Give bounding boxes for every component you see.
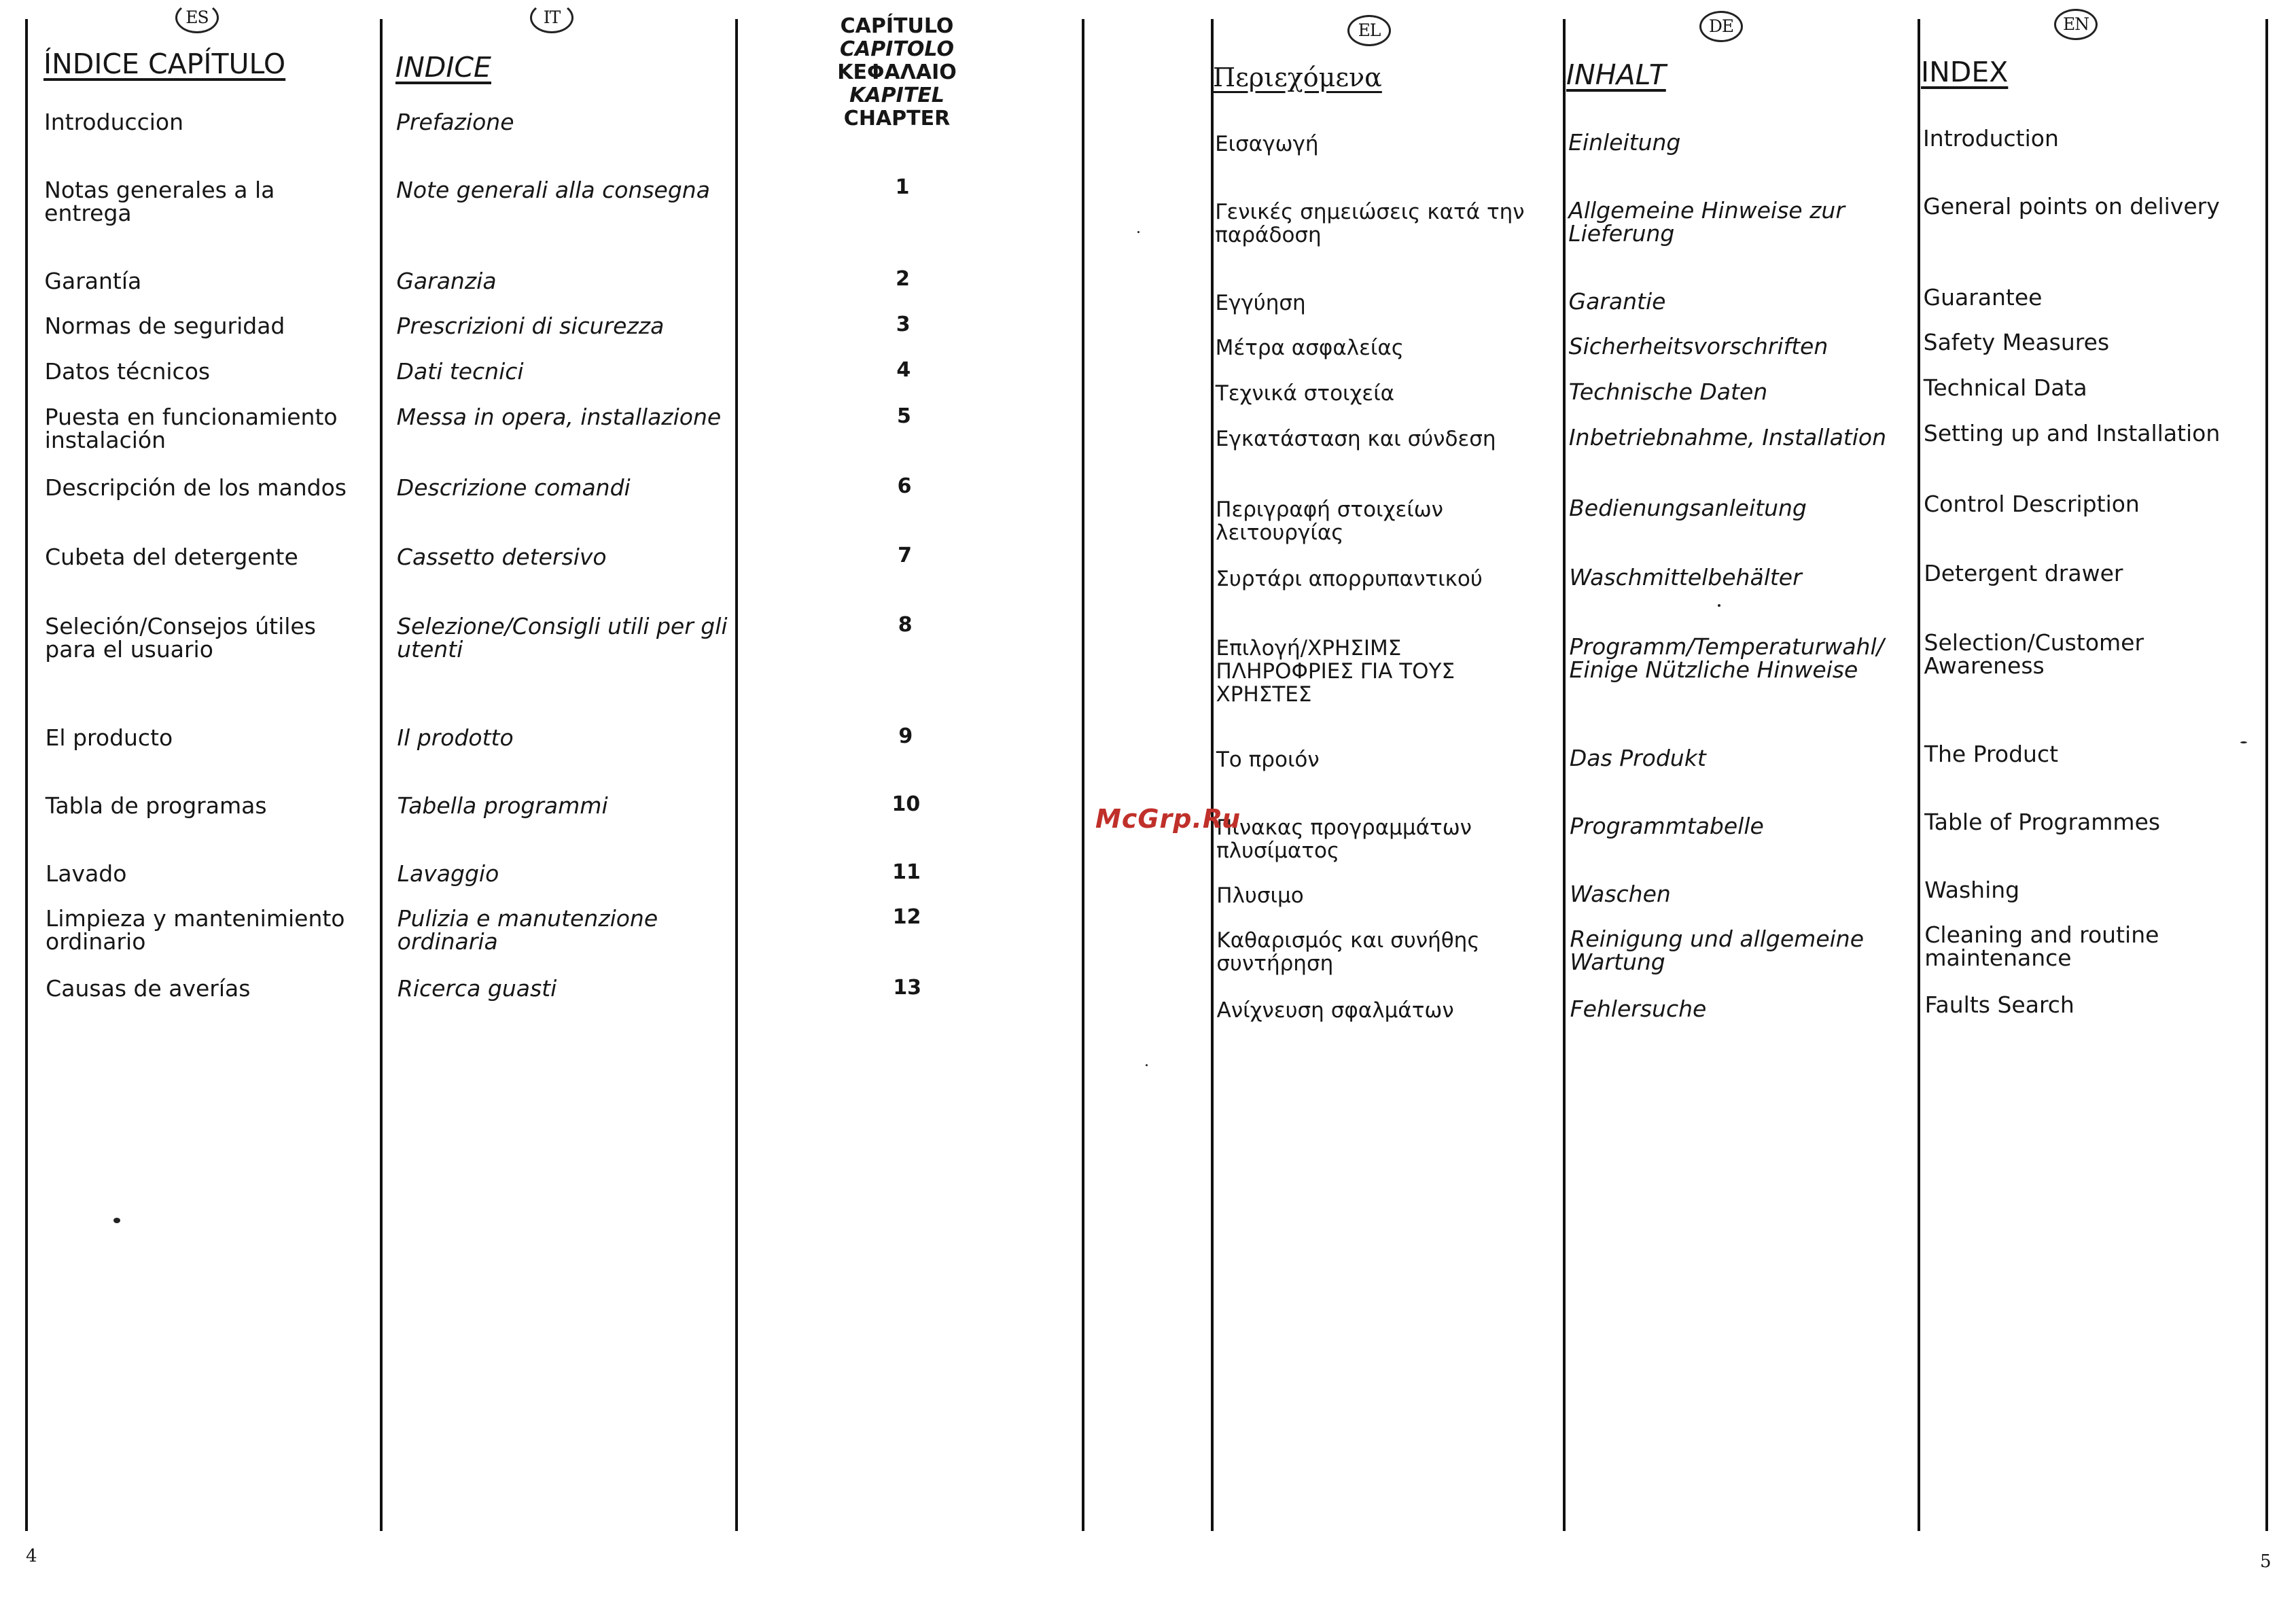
toc-entry-it: Note generali alla consegna [396,177,710,203]
toc-entry-en: Selection/Customer [1924,629,2144,656]
toc-entry-de: Einige Nützliche Hinweise [1569,656,1858,683]
language-badge-en: EN [2054,9,2098,40]
toc-entry-en: Cleaning and routine [1924,921,2159,948]
chapter-header-el: ΚΕΦΑΛΑΙΟ [837,60,957,84]
toc-entry-el: Επιλογή/ΧΡΗΣΙΜΣ [1216,636,1402,661]
toc-entry-it: Dati tecnici [396,358,524,385]
scan-speck [1137,231,1140,233]
chapter-number: 11 [892,860,921,884]
toc-entry-it: Lavaggio [397,860,499,887]
toc-entry-de: Fehlersuche [1570,996,1707,1022]
scan-speck [113,1218,120,1223]
column-heading-en: INDEX [1921,56,2009,88]
column-divider [1563,19,1566,1531]
toc-entry-en: Setting up and Installation [1923,420,2221,446]
toc-entry-it: Prefazione [396,109,514,135]
toc-entry-de: Waschmittelbehälter [1569,564,1802,591]
toc-entry-el: Γενικές σημειώσεις κατά την [1215,200,1525,224]
toc-entry-es: Garantía [44,268,142,294]
toc-entry-en: Technical Data [1923,374,2087,401]
toc-entry-de: Bedienungsanleitung [1569,495,1807,521]
toc-entry-en: The Product [1924,741,2059,767]
toc-entry-it: Ricerca guasti [397,975,557,1002]
column-divider [1211,19,1214,1531]
toc-entry-en: Faults Search [1924,991,2074,1018]
toc-entry-de: Garantie [1568,288,1666,315]
toc-entry-el: Περιγραφή στοιχείων [1216,497,1443,522]
toc-entry-it: Il prodotto [397,724,514,751]
toc-entry-es: Tabla de programas [45,792,267,819]
toc-entry-it: ordinaria [397,928,498,955]
chapter-header-it: CAPITOLO [840,37,954,61]
toc-entry-en: Awareness [1924,652,2045,679]
scan-speck [2240,741,2247,743]
toc-entry-it: Descrizione comandi [396,474,631,501]
toc-entry-es: Notas generales a la [44,177,275,203]
language-badge-es: ES [175,2,219,33]
toc-entry-el: Το προιόν [1216,748,1320,772]
toc-entry-el: Τεχνικά στοιχεία [1215,381,1395,406]
toc-entry-el: Ανίχνευση σφαλμάτων [1216,998,1454,1023]
chapter-header-es: CAPÍTULO [840,14,954,38]
page-number-left: 4 [26,1546,37,1566]
toc-entry-es: Lavado [45,860,127,887]
toc-entry-en: Washing [1924,877,2020,903]
column-divider [1918,19,1920,1531]
toc-entry-it: Garanzia [396,268,497,294]
chapter-number: 7 [898,544,913,567]
toc-entry-el: λειτουργίας [1216,521,1344,545]
toc-entry-el: Μέτρα ασφαλείας [1215,336,1404,360]
toc-entry-en: Control Description [1924,491,2140,517]
toc-entry-el: Εγγύηση [1215,291,1306,315]
toc-entry-de: Einleitung [1568,129,1681,156]
toc-entry-en: Safety Measures [1923,329,2110,355]
toc-entry-en: maintenance [1924,945,2072,971]
column-heading-es: ÍNDICE CAPÍTULO [43,48,286,80]
toc-entry-el: πλυσίματος [1216,839,1340,863]
toc-entry-el: ΧΡΗΣΤΕΣ [1216,682,1312,707]
chapter-number: 12 [892,905,921,929]
toc-entry-de: Programm/Temperaturwahl/ [1569,633,1884,660]
chapter-header-en: CHAPTER [843,107,951,130]
toc-entry-de: Programmtabelle [1570,813,1764,839]
column-heading-el: Περιεχόμενα [1213,63,1382,92]
column-divider [2265,19,2268,1531]
toc-entry-es: El producto [45,724,173,751]
toc-entry-de: Allgemeine Hinweise zur [1568,197,1845,224]
column-heading-de: INHALT [1566,58,1666,91]
toc-entry-el: συντήρηση [1216,951,1334,976]
toc-entry-de: Wartung [1570,949,1665,975]
page-number-right: 5 [2260,1551,2272,1572]
column-divider [1082,19,1084,1531]
scan-speck [1718,604,1720,607]
toc-entry-de: Das Produkt [1569,745,1706,771]
toc-entry-it: Pulizia e manutenzione [397,905,658,932]
toc-entry-el: Εγκατάσταση και σύνδεση [1215,427,1496,451]
toc-entry-en: Table of Programmes [1924,809,2161,835]
toc-entry-en: Guarantee [1923,284,2043,311]
column-divider [380,19,383,1531]
toc-entry-es: para el usuario [45,636,213,663]
language-badge-de: DE [1699,11,1743,42]
chapter-number: 4 [896,358,911,382]
language-badge-it: IT [530,2,573,33]
toc-entry-it: Messa in opera, installazione [396,404,722,430]
toc-entry-el: Συρτάρι απορρυπαντικού [1216,567,1483,591]
toc-entry-en: Detergent drawer [1924,560,2123,586]
toc-entry-es: Causas de averías [46,975,251,1002]
toc-entry-es: Seleción/Consejos útiles [45,613,316,639]
toc-entry-de: Technische Daten [1568,379,1768,405]
chapter-column-header [795,15,999,130]
toc-entry-en: Introduction [1923,125,2059,152]
toc-entry-es: Descripción de los mandos [44,474,347,501]
toc-entry-de: Sicherheitsvorschriften [1568,333,1829,359]
toc-entry-es: Normas de seguridad [44,313,285,339]
toc-entry-es: entrega [44,200,132,226]
toc-entry-es: Introduccion [44,109,184,135]
scan-speck [1146,1064,1148,1066]
column-heading-it: INDICE [395,51,491,84]
chapter-number: 5 [896,404,911,428]
toc-entry-el: ΠΛΗΡΟΦΡΙΕΣ ΓΙΑ ΤΟΥΣ [1216,659,1455,684]
chapter-number: 1 [895,175,910,199]
toc-entry-it: utenti [397,636,463,663]
chapter-number: 8 [898,613,913,637]
toc-entry-de: Waschen [1570,881,1671,907]
toc-entry-es: ordinario [46,928,146,955]
toc-entry-el: Πίνακας προγραμμάτων [1216,815,1472,840]
toc-entry-de: Inbetriebnahme, Installation [1568,424,1886,451]
toc-entry-it: Prescrizioni di sicurezza [396,313,665,339]
toc-entry-it: Cassetto detersivo [396,544,607,570]
watermark: McGrp.Ru [1095,804,1241,834]
chapter-header-de: KAPITEL [849,84,944,107]
chapter-number: 13 [893,976,922,1000]
chapter-number: 10 [891,792,921,816]
toc-entry-es: Datos técnicos [44,358,211,385]
toc-entry-de: Reinigung und allgemeine [1570,926,1865,952]
toc-entry-el: Πλυσιμο [1216,883,1304,908]
chapter-number: 2 [896,267,911,291]
toc-entry-it: Tabella programmi [397,792,608,819]
chapter-number: 6 [897,474,912,498]
toc-entry-es: instalación [44,427,166,453]
toc-entry-el: παράδοση [1215,223,1322,247]
toc-entry-es: Puesta en funcionamiento [44,404,338,430]
toc-entry-es: Limpieza y mantenimiento [46,905,345,932]
toc-entry-el: Εισαγωγή [1215,132,1319,156]
toc-entry-en: General points on delivery [1923,193,2220,219]
toc-entry-it: Selezione/Consigli utili per gli [397,613,728,639]
toc-entry-es: Cubeta del detergente [45,544,298,570]
chapter-number: 3 [896,313,911,336]
column-divider [735,19,738,1531]
toc-entry-el: Καθαρισμός και συνήθης [1216,928,1480,953]
toc-entry-de: Lieferung [1568,220,1675,247]
chapter-number: 9 [898,724,913,748]
language-badge-el: EL [1347,15,1391,46]
